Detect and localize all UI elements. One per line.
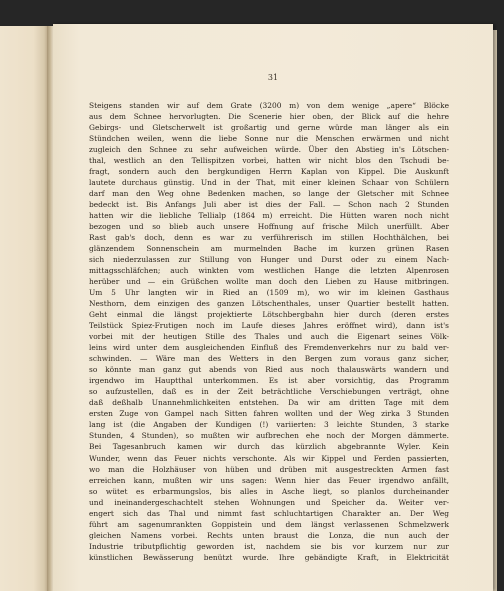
text-line: thal, westlich an den Tellispitzen vorbei, hatten wir nicht blos den Tschudi be- bbox=[89, 156, 449, 166]
book-page bbox=[53, 24, 493, 591]
text-line: Um 5 Uhr langten wir in Ried an (1509 m), wo wir im kleinen Gasthaus bbox=[89, 288, 449, 298]
text-line: künstlichen Bewässerung benützt wurde. Ihre gebändigte Kraft, in Elektricität bbox=[89, 552, 449, 562]
text-line: Stunden, 4 Stunden), so mußten wir aufbrechen ehe noch der Morgen dämmerte. bbox=[89, 431, 449, 441]
text-line: Stündchen weilen, wenn die liebe Sonne nur die Menschen erwärmen und nicht bbox=[89, 134, 449, 144]
text-line: glänzendem Sonnenschein am murmelnden Bache im kurzen grünen Rasen bbox=[89, 244, 449, 254]
text-line: so aufzustellen, daß es in der Zeit beträchtliche Verschiebungen verträgt, ohne bbox=[89, 387, 449, 397]
text-line: führt am sagenumrankten Goppistein und dem längst verlassenen Schmelzwerk bbox=[89, 519, 449, 529]
text-line: daß deßhalb Unannehmlichkeiten entstehen. Da wir am dritten Tage mit dem bbox=[89, 398, 449, 408]
body-text bbox=[89, 100, 449, 563]
text-line: aus dem Schnee hervorlugten. Die Scenerie hier oben, der Blick auf die hehre bbox=[89, 112, 449, 122]
text-line: hatten wir die liebliche Tellialp (1864 m) erreicht. Die Hütten waren noch nicht bbox=[89, 211, 449, 221]
page-number: 31 bbox=[267, 73, 279, 82]
text-line: bedeckt ist. Bis Anfangs Juli aber ist dies der Fall. — Schon nach 2 Stunden bbox=[89, 200, 449, 210]
text-line: gleichen Namens vorbei. Rechts unten braust die Lonza, die nun auch der bbox=[89, 530, 449, 540]
text-line: darf man den Weg ohne Bedenken machen, so lange der Gletscher mit Schnee bbox=[89, 189, 449, 199]
text-line: Industrie tributpflichtig geworden ist, nachdem sie bis vor kurzem nur zur bbox=[89, 541, 449, 551]
text-line: Bei Tagesanbruch kamen wir durch das kürzlich abgebrannte Wyler. Kein bbox=[89, 442, 449, 452]
text-line: leins wird unter dem ausgleichenden Einfluß des Fremdenverkehrs nur zu bald ver- bbox=[89, 343, 449, 353]
text-line: Steigens standen wir auf dem Grate (3200 m) von dem wenige „apere“ Blöcke bbox=[89, 101, 449, 110]
text-line: Teilstück Spiez-Frutigen noch im Laufe dieses Jahres eröffnet wird), dann ist's bbox=[89, 321, 449, 331]
text-line: engert sich das Thal und nimmt fast schluchtartigen Charakter an. Der Weg bbox=[89, 508, 449, 518]
text-line: vorbei mit der heutigen Stille des Thales und auch die Eigenart seines Völk- bbox=[89, 332, 449, 342]
text-line: Wunder, wenn das Feuer nichts verschonte. Als wir Kippel und Ferden passierten, bbox=[89, 453, 449, 463]
text-line: erreichen kann, mußten wir uns sagen: Wenn hier das Feuer irgendwo anfällt, bbox=[89, 475, 449, 485]
previous-page-edge bbox=[0, 26, 48, 591]
text-line: Rast gab's doch, denn es war zu verführerisch im stillen Hochthälchen, bei bbox=[89, 233, 449, 243]
text-line: Nesthorn, dem einzigen des ganzen Lötschenthales, unser Quartier bestellt hatten. bbox=[89, 299, 449, 309]
text-line: Gebirgs- und Gletscherwelt ist großartig und gerne würde man länger als ein bbox=[89, 123, 449, 133]
text-line: ersten Zuge von Gampel nach Sitten fahren wollten und der Weg zirka 3 Stunden bbox=[89, 409, 449, 419]
text-line: Geht einmal die längst projektierte Lötschbergbahn hier durch (deren erstes bbox=[89, 310, 449, 320]
text-line: fragt, sondern auch den bergkundigen Herrn Kaplan von Kippel. Die Auskunft bbox=[89, 167, 449, 177]
text-line: lang ist (die Angaben der Kundigen (!) variierten: 3 leichte Stunden, 3 starke bbox=[89, 420, 449, 430]
text-line: mittagsschläfchen; auch winkten vom westlichen Hange die letzten Alpenrosen bbox=[89, 266, 449, 276]
text-line: und ineinandergeschachtelt stehen Wohnungen und Speicher da. Weiter ver- bbox=[89, 497, 449, 507]
text-line: sich niederzulassen zur Stillung von Hunger und Durst oder zu einem Nach- bbox=[89, 255, 449, 265]
text-line: lautete durchaus günstig. Und in der That, mit einer kleinen Schaar von Schülern bbox=[89, 178, 449, 188]
text-line: wo man die Holzhäuser von hüben und drüben mit ausgestreckten Armen fast bbox=[89, 464, 449, 474]
page-stack-edge bbox=[493, 30, 497, 591]
text-line: so könnte man ganz gut abends von Ried aus noch thalauswärts wandern und bbox=[89, 365, 449, 375]
text-line: bezogen und so blieb auch unsere Hoffnung auf frische Milch unerfüllt. Aber bbox=[89, 222, 449, 232]
text-line: irgendwo im Hauptthal unterkommen. Es ist aber vorsichtig, das Programm bbox=[89, 376, 449, 386]
text-line: zugleich den Schnee zu sehr aufweichen würde. Über den Abstieg in's Lötschen- bbox=[89, 145, 449, 155]
text-line: so wütet es erbarmungslos, bis alles in Asche liegt, so planlos durcheinander bbox=[89, 486, 449, 496]
text-line: schwinden. — Wäre man des Wetters in den Bergen zum voraus ganz sicher, bbox=[89, 354, 449, 364]
text-line: herüber und — ein Grüßchen wollte man doch den Lieben zu Hause mitbringen. bbox=[89, 277, 449, 287]
